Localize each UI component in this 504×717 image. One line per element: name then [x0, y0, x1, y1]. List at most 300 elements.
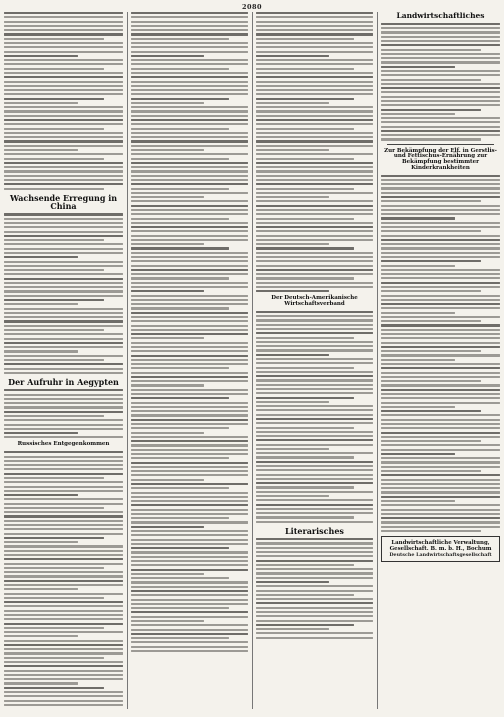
text-line — [381, 53, 500, 55]
text-line — [4, 623, 123, 625]
text-line — [131, 590, 248, 592]
text-line — [131, 230, 248, 232]
text-line — [256, 205, 373, 207]
text-line — [131, 397, 229, 399]
text-line — [131, 158, 229, 160]
text-line — [4, 477, 104, 479]
text-line — [256, 239, 373, 241]
text-line — [131, 33, 248, 35]
text-line — [131, 372, 248, 374]
column-3 — [256, 12, 373, 711]
text-line — [256, 499, 373, 501]
text-line — [256, 12, 373, 14]
text-line — [256, 422, 373, 424]
text-line — [131, 342, 248, 344]
text-line — [4, 153, 123, 155]
text-line — [381, 239, 500, 241]
text-line — [381, 513, 500, 515]
text-line — [381, 31, 500, 33]
text-line — [256, 188, 354, 190]
text-line — [4, 605, 123, 607]
text-line — [256, 590, 373, 592]
text-line — [4, 85, 123, 87]
text-line — [4, 213, 123, 215]
text-line — [131, 359, 248, 361]
text-line — [4, 657, 104, 659]
text-line — [256, 85, 373, 87]
text-line — [381, 70, 500, 72]
text-line — [131, 560, 248, 562]
text-line — [4, 226, 123, 228]
text-line — [131, 239, 248, 241]
text-line — [4, 222, 123, 224]
text-line — [256, 560, 373, 562]
text-line — [256, 247, 354, 249]
text-line — [131, 188, 229, 190]
text-line — [4, 402, 123, 404]
article-text — [4, 389, 123, 438]
text-line — [381, 410, 481, 412]
text-line — [256, 354, 329, 356]
text-line — [256, 25, 373, 27]
text-line — [4, 695, 123, 697]
text-line — [256, 243, 329, 245]
text-line — [4, 72, 123, 74]
text-line — [256, 384, 373, 386]
text-line — [256, 401, 329, 403]
text-line — [4, 231, 123, 233]
heading-aegypten: Der Aufruhr in Aegypten — [8, 376, 119, 387]
text-line — [131, 406, 248, 408]
text-line — [4, 661, 123, 663]
text-line — [256, 265, 373, 267]
text-line — [381, 130, 500, 132]
text-line — [256, 282, 373, 284]
article-text — [381, 23, 500, 141]
text-line — [131, 603, 248, 605]
text-line — [4, 618, 123, 620]
text-line — [256, 337, 354, 339]
text-line — [131, 149, 204, 151]
text-line — [131, 616, 248, 618]
text-line — [131, 29, 248, 31]
text-line — [381, 350, 481, 352]
text-line — [256, 624, 354, 626]
text-line — [131, 290, 204, 292]
text-line — [4, 571, 123, 573]
text-line — [131, 363, 248, 365]
text-line — [256, 379, 373, 381]
text-line — [256, 615, 373, 617]
text-line — [131, 449, 248, 451]
text-line — [4, 282, 123, 284]
text-line — [131, 380, 248, 382]
text-line — [256, 367, 354, 369]
text-line — [131, 526, 204, 528]
text-line — [4, 166, 123, 168]
text-line — [4, 338, 123, 340]
text-line — [4, 248, 123, 250]
text-line — [4, 256, 78, 258]
text-line — [4, 468, 123, 470]
text-line — [256, 196, 329, 198]
text-line — [256, 68, 354, 70]
text-line — [256, 375, 373, 377]
text-line — [131, 222, 248, 224]
text-line — [256, 128, 354, 130]
text-line — [256, 465, 373, 467]
text-line — [256, 153, 373, 155]
text-line — [381, 307, 500, 309]
text-line — [381, 235, 500, 237]
text-line — [4, 183, 123, 185]
text-line — [256, 76, 373, 78]
text-line — [256, 349, 373, 351]
text-line — [131, 209, 248, 211]
heading-china: Wachsende Erregung in China — [9, 192, 118, 212]
text-line — [131, 247, 229, 249]
text-line — [4, 372, 123, 374]
article-text — [131, 12, 248, 652]
text-line — [256, 175, 373, 177]
column-rule — [377, 12, 378, 709]
text-line — [131, 115, 248, 117]
text-line — [381, 265, 455, 267]
text-line — [131, 547, 229, 549]
text-line — [131, 46, 248, 48]
text-line — [4, 363, 123, 365]
text-line — [4, 456, 123, 458]
text-line — [4, 498, 123, 500]
text-line — [4, 597, 104, 599]
text-line — [4, 98, 104, 100]
text-line — [256, 149, 329, 151]
text-line — [256, 21, 373, 23]
text-line — [381, 449, 500, 451]
text-line — [256, 427, 354, 429]
text-line — [256, 431, 373, 433]
text-line — [131, 273, 248, 275]
text-line — [131, 243, 204, 245]
text-line — [256, 273, 373, 275]
text-line — [131, 500, 248, 502]
text-line — [4, 239, 104, 241]
text-line — [4, 252, 123, 254]
text-line — [4, 235, 123, 237]
text-line — [381, 509, 500, 511]
text-line — [381, 363, 500, 365]
text-line — [131, 63, 248, 65]
text-line — [256, 102, 329, 104]
text-line — [131, 337, 204, 339]
text-line — [381, 466, 500, 468]
text-line — [4, 350, 78, 352]
text-line — [381, 175, 500, 177]
text-line — [256, 371, 373, 373]
text-line — [4, 89, 123, 91]
text-line — [381, 83, 500, 85]
text-line — [381, 27, 500, 29]
text-line — [131, 162, 248, 164]
text-line — [131, 346, 248, 348]
text-line — [131, 59, 248, 61]
text-line — [4, 524, 123, 526]
text-line — [381, 483, 500, 485]
text-line — [381, 521, 500, 523]
text-line — [256, 474, 373, 476]
text-line — [131, 329, 248, 331]
text-line — [4, 700, 123, 702]
text-line — [4, 106, 123, 108]
text-line — [381, 393, 500, 395]
text-line — [381, 126, 500, 128]
text-line — [256, 170, 373, 172]
text-line — [256, 611, 373, 613]
text-line — [256, 98, 354, 100]
text-line — [381, 104, 500, 106]
text-line — [4, 290, 123, 292]
text-line — [256, 482, 373, 484]
text-line — [4, 398, 123, 400]
text-line — [131, 453, 248, 455]
text-line — [256, 564, 354, 566]
text-line — [4, 511, 123, 513]
text-line — [381, 303, 500, 305]
text-line — [131, 76, 248, 78]
text-line — [381, 526, 500, 528]
text-line — [256, 166, 373, 168]
text-line — [4, 359, 104, 361]
text-line — [131, 166, 248, 168]
text-line — [4, 355, 123, 357]
text-line — [131, 384, 204, 386]
text-line — [256, 315, 373, 317]
text-line — [131, 637, 229, 639]
text-line — [256, 491, 373, 493]
text-line — [256, 93, 373, 95]
text-line — [131, 200, 248, 202]
text-line — [256, 388, 373, 390]
text-line — [256, 620, 373, 622]
text-line — [131, 110, 248, 112]
text-line — [256, 461, 373, 463]
text-line — [4, 704, 123, 706]
article-text — [256, 311, 373, 523]
text-line — [131, 55, 204, 57]
text-line — [256, 286, 373, 288]
text-line — [256, 277, 354, 279]
text-line — [381, 282, 500, 284]
text-line — [381, 286, 500, 288]
text-line — [256, 158, 354, 160]
text-line — [4, 406, 123, 408]
text-line — [131, 521, 248, 523]
text-line — [381, 419, 500, 421]
text-line — [131, 470, 248, 472]
text-line — [4, 593, 123, 595]
text-line — [381, 376, 500, 378]
text-line — [381, 444, 500, 446]
text-line — [4, 563, 123, 565]
text-line — [381, 91, 500, 93]
text-line — [4, 21, 123, 23]
text-line — [131, 509, 248, 511]
article-text — [4, 451, 123, 706]
text-line — [381, 491, 500, 493]
text-line — [4, 451, 123, 453]
text-line — [131, 25, 248, 27]
text-line — [131, 389, 248, 391]
text-line — [4, 545, 123, 547]
text-line — [256, 405, 373, 407]
text-line — [256, 504, 373, 506]
text-line — [256, 409, 373, 411]
text-line — [381, 372, 500, 374]
text-line — [4, 389, 123, 391]
text-line — [256, 521, 373, 523]
text-line — [4, 33, 123, 35]
text-line — [4, 473, 123, 475]
text-line — [131, 414, 248, 416]
text-line — [131, 350, 248, 352]
text-line — [381, 209, 500, 211]
text-line — [131, 51, 248, 53]
text-line — [381, 359, 455, 361]
text-line — [131, 303, 248, 305]
text-line — [256, 89, 373, 91]
text-line — [256, 256, 373, 258]
notice-line-1: Landwirtschaftliche Verwaltung, Gesellschaft. B. m. b. H., Bochum — [389, 540, 492, 553]
text-line — [381, 402, 500, 404]
text-line — [256, 311, 373, 313]
text-line — [131, 543, 248, 545]
text-line — [256, 397, 354, 399]
text-line — [131, 119, 248, 121]
text-line — [381, 316, 500, 318]
text-line — [4, 588, 78, 590]
text-line — [381, 230, 481, 232]
text-line — [131, 594, 248, 596]
text-line — [381, 247, 500, 249]
text-line — [4, 541, 78, 543]
text-line — [131, 312, 248, 314]
text-line — [256, 345, 373, 347]
text-line — [381, 342, 500, 344]
text-line — [381, 346, 500, 348]
text-line — [131, 145, 248, 147]
text-line — [4, 110, 123, 112]
text-line — [256, 439, 373, 441]
text-line — [256, 568, 373, 570]
text-line — [256, 594, 354, 596]
text-line — [256, 486, 354, 488]
text-line — [256, 222, 373, 224]
text-line — [4, 51, 123, 53]
text-line — [381, 66, 455, 68]
text-line — [4, 631, 123, 633]
text-line — [4, 644, 123, 646]
text-line — [381, 252, 500, 254]
heading-russland: Russisches Entgegenkommen — [17, 441, 110, 448]
text-line — [131, 492, 248, 494]
text-line — [131, 444, 248, 446]
text-line — [131, 487, 229, 489]
text-line — [4, 55, 78, 57]
text-line — [381, 23, 500, 25]
text-line — [256, 508, 373, 510]
text-line — [4, 12, 123, 14]
text-line — [4, 243, 123, 245]
text-line — [4, 170, 123, 172]
text-line — [381, 423, 500, 425]
text-line — [131, 316, 248, 318]
text-line — [256, 252, 373, 254]
text-line — [256, 81, 373, 83]
text-line — [131, 629, 248, 631]
text-line — [381, 290, 481, 292]
text-line — [131, 153, 248, 155]
text-line — [131, 573, 204, 575]
text-line — [381, 121, 500, 123]
text-line — [131, 179, 248, 181]
text-line — [131, 81, 248, 83]
text-line — [131, 307, 229, 309]
text-line — [256, 106, 373, 108]
text-line — [131, 432, 204, 434]
text-line — [381, 295, 500, 297]
text-line — [131, 128, 229, 130]
text-line — [256, 38, 354, 40]
heading-bekaempfung: Zur Bekämpfung der Elf. in Gerstlis-und Fettischus-Ernährung zur Bekämpfung bestimmter Kinderkrankheiten — [384, 147, 497, 171]
text-line — [381, 384, 500, 386]
text-line — [4, 368, 123, 370]
text-line — [4, 29, 123, 31]
text-line — [381, 269, 500, 271]
text-line — [256, 55, 329, 57]
text-line — [131, 530, 248, 532]
text-line — [256, 29, 373, 31]
text-line — [4, 132, 123, 134]
text-line — [131, 479, 204, 481]
text-line — [131, 466, 248, 468]
text-line — [131, 581, 248, 583]
heading-wirtschaft: Der Deutsch-Amerikanische Wirtschaftsverband — [271, 295, 358, 308]
text-line — [381, 109, 481, 111]
text-line — [4, 218, 123, 220]
text-line — [131, 410, 248, 412]
text-line — [381, 61, 500, 63]
text-line — [4, 286, 123, 288]
text-line — [4, 436, 123, 438]
text-line — [381, 213, 500, 215]
text-line — [131, 183, 248, 185]
text-line — [131, 624, 248, 626]
article-text — [256, 12, 373, 292]
text-line — [131, 269, 248, 271]
text-line — [381, 496, 500, 498]
text-line — [131, 564, 248, 566]
text-line — [131, 299, 248, 301]
text-line — [131, 205, 248, 207]
text-line — [131, 295, 248, 297]
text-line — [256, 469, 373, 471]
notice-box — [381, 536, 500, 562]
text-line — [4, 520, 123, 522]
text-line — [4, 76, 123, 78]
text-line — [4, 93, 123, 95]
text-line — [131, 539, 248, 541]
text-line — [131, 320, 248, 322]
